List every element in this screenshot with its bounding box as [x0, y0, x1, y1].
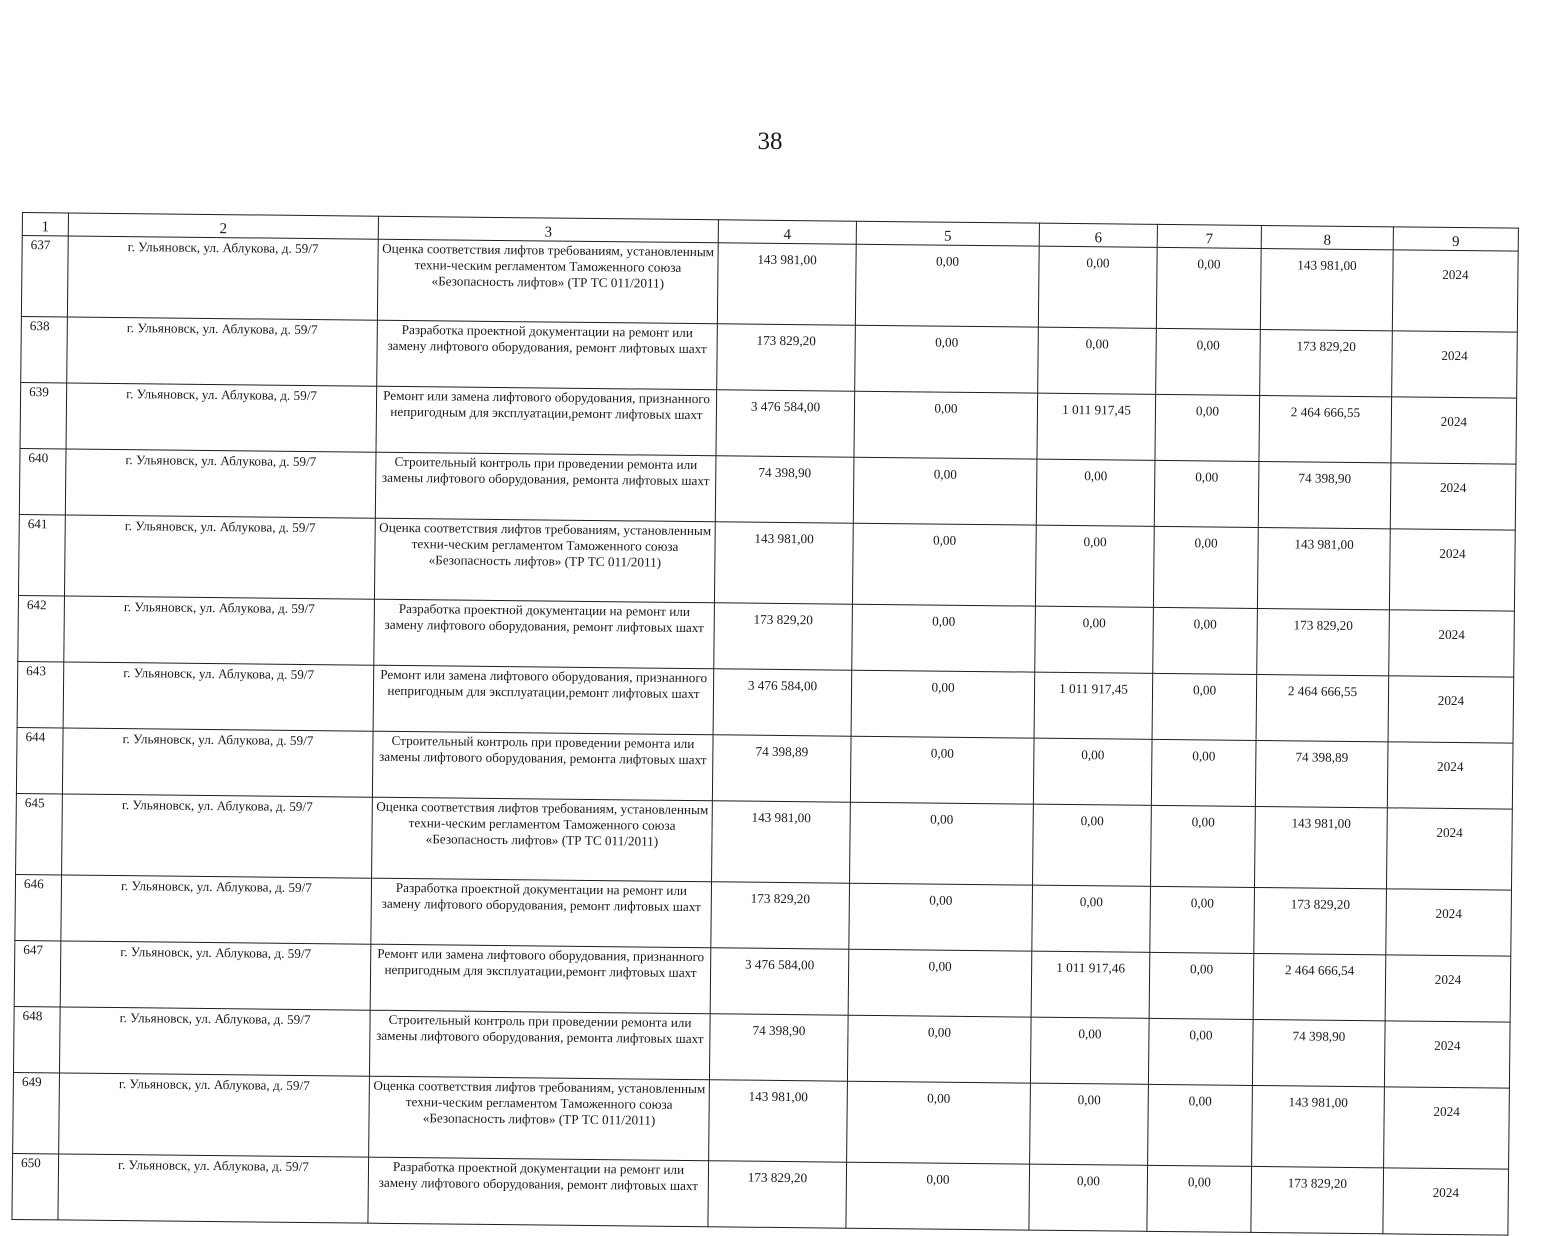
year-cell: 2024: [1384, 1021, 1510, 1088]
address-cell: г. Ульяновск, ул. Аблукова, д. 59/7: [58, 1154, 369, 1223]
address-cell: г. Ульяновск, ул. Аблукова, д. 59/7: [59, 1073, 370, 1157]
column-7-value-cell: 0,00: [1155, 394, 1260, 461]
column-5-value-cell: 0,00: [854, 391, 1038, 459]
address-cell: г. Ульяновск, ул. Аблукова, д. 59/7: [65, 449, 376, 518]
row-number: 647: [14, 940, 61, 1006]
column-6-value-cell: 1 011 917,45: [1037, 393, 1156, 460]
address-cell: г. Ульяновск, ул. Аблукова, д. 59/7: [60, 941, 371, 1010]
column-header: 3: [378, 216, 718, 243]
column-8-value-cell: 2 464 666,55: [1259, 395, 1392, 462]
total-cost-cell: 3 476 584,00: [713, 669, 852, 736]
work-description-cell: Ремонт или замена лифтового оборудования, признанного непригодным для эксплуатации,ремонт лифтовых шахт: [373, 665, 714, 735]
row-number: 640: [19, 448, 66, 514]
column-5-value-cell: 0,00: [855, 244, 1039, 327]
work-description-cell: Разработка проектной документации на ремонт или замену лифтового оборудования, ремонт лифтовых шахт: [377, 320, 718, 390]
column-8-value-cell: 173 829,20: [1251, 1166, 1384, 1233]
address-cell: г. Ульяновск, ул. Аблукова, д. 59/7: [67, 317, 378, 386]
row-number: 642: [18, 595, 65, 661]
row-number: 650: [12, 1153, 59, 1219]
total-cost-cell: 3 476 584,00: [710, 948, 849, 1015]
column-7-value-cell: 0,00: [1151, 805, 1256, 887]
work-description-cell: Разработка проектной документации на ремонт или замену лифтового оборудования, ремонт лифтовых шахт: [371, 878, 712, 948]
column-6-value-cell: 0,00: [1038, 246, 1157, 328]
column-header: 2: [68, 213, 378, 239]
column-7-value-cell: 0,00: [1154, 460, 1259, 527]
column-8-value-cell: 2 464 666,54: [1253, 953, 1386, 1020]
year-cell: 2024: [1385, 955, 1511, 1022]
work-description-cell: Строительный контроль при проведении ремонта или замены лифтового оборудования, ремонта лифтовых шахт: [369, 1010, 710, 1080]
table-row: [16, 793, 1513, 890]
column-header: 1: [22, 213, 68, 236]
row-number: 641: [18, 514, 65, 595]
column-6-value-cell: 0,00: [1036, 459, 1155, 526]
column-8-value-cell: 173 829,20: [1260, 329, 1393, 396]
column-5-value-cell: 0,00: [847, 1081, 1031, 1164]
column-6-value-cell: 0,00: [1035, 525, 1154, 607]
total-cost-cell: 143 981,00: [714, 522, 853, 604]
address-cell: г. Ульяновск, ул. Аблукова, д. 59/7: [62, 794, 373, 878]
column-header: 4: [718, 220, 856, 244]
column-6-value-cell: 0,00: [1033, 738, 1152, 805]
column-6-value-cell: 1 011 917,45: [1034, 672, 1153, 739]
column-7-value-cell: 0,00: [1150, 886, 1255, 953]
address-cell: г. Ульяновск, ул. Аблукова, д. 59/7: [66, 383, 377, 452]
work-description-cell: Ремонт или замена лифтового оборудования, признанного непригодным для эксплуатации,ремонт лифтовых шахт: [370, 944, 711, 1014]
address-cell: г. Ульяновск, ул. Аблукова, д. 59/7: [63, 662, 374, 731]
row-number: 648: [13, 1006, 60, 1072]
document-table-wrapper: [11, 212, 1517, 1236]
total-cost-cell: 143 981,00: [709, 1080, 848, 1162]
total-cost-cell: 143 981,00: [717, 243, 856, 325]
address-cell: г. Ульяновск, ул. Аблукова, д. 59/7: [67, 236, 378, 320]
work-description-cell: Оценка соответствия лифтов требованиям, установленным техни-ческим регламентом Таможенного союза «Безопасность лифтов» (ТР ТС 011/2011): [369, 1076, 710, 1161]
column-5-value-cell: 0,00: [855, 325, 1039, 393]
column-header: 7: [1157, 224, 1261, 248]
year-cell: 2024: [1388, 676, 1514, 743]
column-8-value-cell: 143 981,00: [1260, 248, 1393, 330]
address-cell: г. Ульяновск, ул. Аблукова, д. 59/7: [62, 728, 373, 797]
column-5-value-cell: 0,00: [848, 949, 1032, 1017]
column-5-value-cell: 0,00: [846, 1162, 1030, 1230]
address-cell: г. Ульяновск, ул. Аблукова, д. 59/7: [61, 875, 372, 944]
work-description-cell: Разработка проектной документации на ремонт или замену лифтового оборудования, ремонт лифтовых шахт: [368, 1157, 709, 1227]
column-7-value-cell: 0,00: [1156, 247, 1261, 329]
column-7-value-cell: 0,00: [1153, 607, 1258, 674]
column-8-value-cell: 74 398,90: [1258, 461, 1391, 528]
table-row: [21, 236, 1518, 333]
column-7-value-cell: 0,00: [1149, 952, 1254, 1019]
work-description-cell: Разработка проектной документации на ремонт или замену лифтового оборудования, ремонт лифтовых шахт: [374, 599, 715, 669]
row-number: 637: [21, 236, 68, 317]
row-number: 639: [20, 382, 67, 448]
address-cell: г. Ульяновск, ул. Аблукова, д. 59/7: [64, 596, 375, 665]
column-8-value-cell: 143 981,00: [1257, 527, 1390, 609]
work-description-cell: Оценка соответствия лифтов требованиям, установленным техни-ческим регламентом Таможенного союза «Безопасность лифтов» (ТР ТС 011/2011): [372, 797, 713, 882]
column-header: 5: [856, 221, 1039, 246]
work-description-cell: Оценка соответствия лифтов требованиям, установленным техни-ческим регламентом Таможенного союза «Безопасность лифтов» (ТР ТС 011/2011): [374, 518, 715, 603]
column-header: 6: [1039, 223, 1157, 247]
column-7-value-cell: 0,00: [1147, 1165, 1252, 1232]
year-cell: 2024: [1389, 529, 1515, 611]
row-number: 645: [16, 793, 63, 874]
column-7-value-cell: 0,00: [1148, 1018, 1253, 1085]
row-number: 646: [15, 874, 62, 940]
year-cell: 2024: [1389, 610, 1515, 677]
column-header: 8: [1261, 225, 1393, 249]
column-5-value-cell: 0,00: [852, 523, 1036, 606]
column-8-value-cell: 74 398,89: [1255, 740, 1388, 807]
total-cost-cell: 143 981,00: [712, 801, 851, 883]
total-cost-cell: 3 476 584,00: [716, 390, 855, 457]
works-table: [11, 212, 1518, 1236]
column-7-value-cell: 0,00: [1148, 1084, 1253, 1166]
work-description-cell: Строительный контроль при проведении ремонта или замены лифтового оборудования, ремонта лифтовых шахт: [375, 452, 716, 522]
year-cell: 2024: [1386, 889, 1512, 956]
column-6-value-cell: 0,00: [1035, 606, 1154, 673]
column-7-value-cell: 0,00: [1151, 739, 1256, 806]
column-6-value-cell: 0,00: [1030, 1017, 1149, 1084]
year-cell: 2024: [1383, 1168, 1509, 1235]
column-7-value-cell: 0,00: [1153, 526, 1258, 608]
column-5-value-cell: 0,00: [853, 457, 1037, 525]
column-6-value-cell: 0,00: [1030, 1083, 1149, 1165]
column-6-value-cell: 0,00: [1033, 804, 1152, 886]
year-cell: 2024: [1391, 397, 1517, 464]
column-header: 9: [1393, 227, 1518, 251]
column-8-value-cell: 173 829,20: [1254, 887, 1387, 954]
column-6-value-cell: 1 011 917,46: [1031, 951, 1150, 1018]
address-cell: г. Ульяновск, ул. Аблукова, д. 59/7: [64, 515, 375, 599]
total-cost-cell: 173 829,20: [717, 324, 856, 391]
row-number: 638: [21, 316, 68, 382]
column-5-value-cell: 0,00: [849, 883, 1033, 951]
total-cost-cell: 173 829,20: [714, 603, 853, 670]
total-cost-cell: 173 829,20: [708, 1161, 847, 1228]
row-number: 644: [16, 727, 63, 793]
column-6-value-cell: 0,00: [1038, 327, 1157, 394]
column-8-value-cell: 143 981,00: [1254, 806, 1387, 888]
column-8-value-cell: 2 464 666,55: [1256, 674, 1389, 741]
year-cell: 2024: [1392, 331, 1518, 398]
table-row: [18, 514, 1515, 611]
year-cell: 2024: [1390, 463, 1516, 530]
work-description-cell: Ремонт или замена лифтового оборудования, признанного непригодным для эксплуатации,ремонт лифтовых шахт: [376, 386, 717, 456]
total-cost-cell: 74 398,90: [709, 1014, 848, 1081]
column-8-value-cell: 173 829,20: [1257, 608, 1390, 675]
column-5-value-cell: 0,00: [850, 802, 1034, 885]
work-description-cell: Строительный контроль при проведении ремонта или замены лифтового оборудования, ремонта лифтовых шахт: [372, 731, 713, 801]
column-5-value-cell: 0,00: [851, 670, 1035, 738]
year-cell: 2024: [1392, 250, 1518, 332]
total-cost-cell: 74 398,89: [712, 735, 851, 802]
column-6-value-cell: 0,00: [1032, 885, 1151, 952]
column-7-value-cell: 0,00: [1156, 328, 1261, 395]
table-body: [12, 213, 1518, 1236]
column-5-value-cell: 0,00: [850, 736, 1034, 804]
column-8-value-cell: 143 981,00: [1252, 1085, 1385, 1167]
work-description-cell: Оценка соответствия лифтов требованиям, установленным техни-ческим регламентом Таможенного союза «Безопасность лифтов» (ТР ТС 011/2011): [377, 239, 718, 324]
year-cell: 2024: [1384, 1087, 1510, 1169]
page-number: 38: [757, 128, 783, 155]
year-cell: 2024: [1386, 808, 1512, 890]
table-row: [13, 1072, 1510, 1169]
column-8-value-cell: 74 398,90: [1252, 1019, 1385, 1086]
year-cell: 2024: [1387, 742, 1513, 809]
row-number: 649: [13, 1072, 60, 1153]
column-5-value-cell: 0,00: [852, 604, 1036, 672]
total-cost-cell: 74 398,90: [715, 456, 854, 523]
total-cost-cell: 173 829,20: [711, 882, 850, 949]
address-cell: г. Ульяновск, ул. Аблукова, д. 59/7: [59, 1007, 370, 1076]
column-7-value-cell: 0,00: [1152, 673, 1257, 740]
row-number: 643: [17, 661, 64, 727]
column-5-value-cell: 0,00: [847, 1015, 1031, 1083]
column-6-value-cell: 0,00: [1029, 1164, 1148, 1231]
